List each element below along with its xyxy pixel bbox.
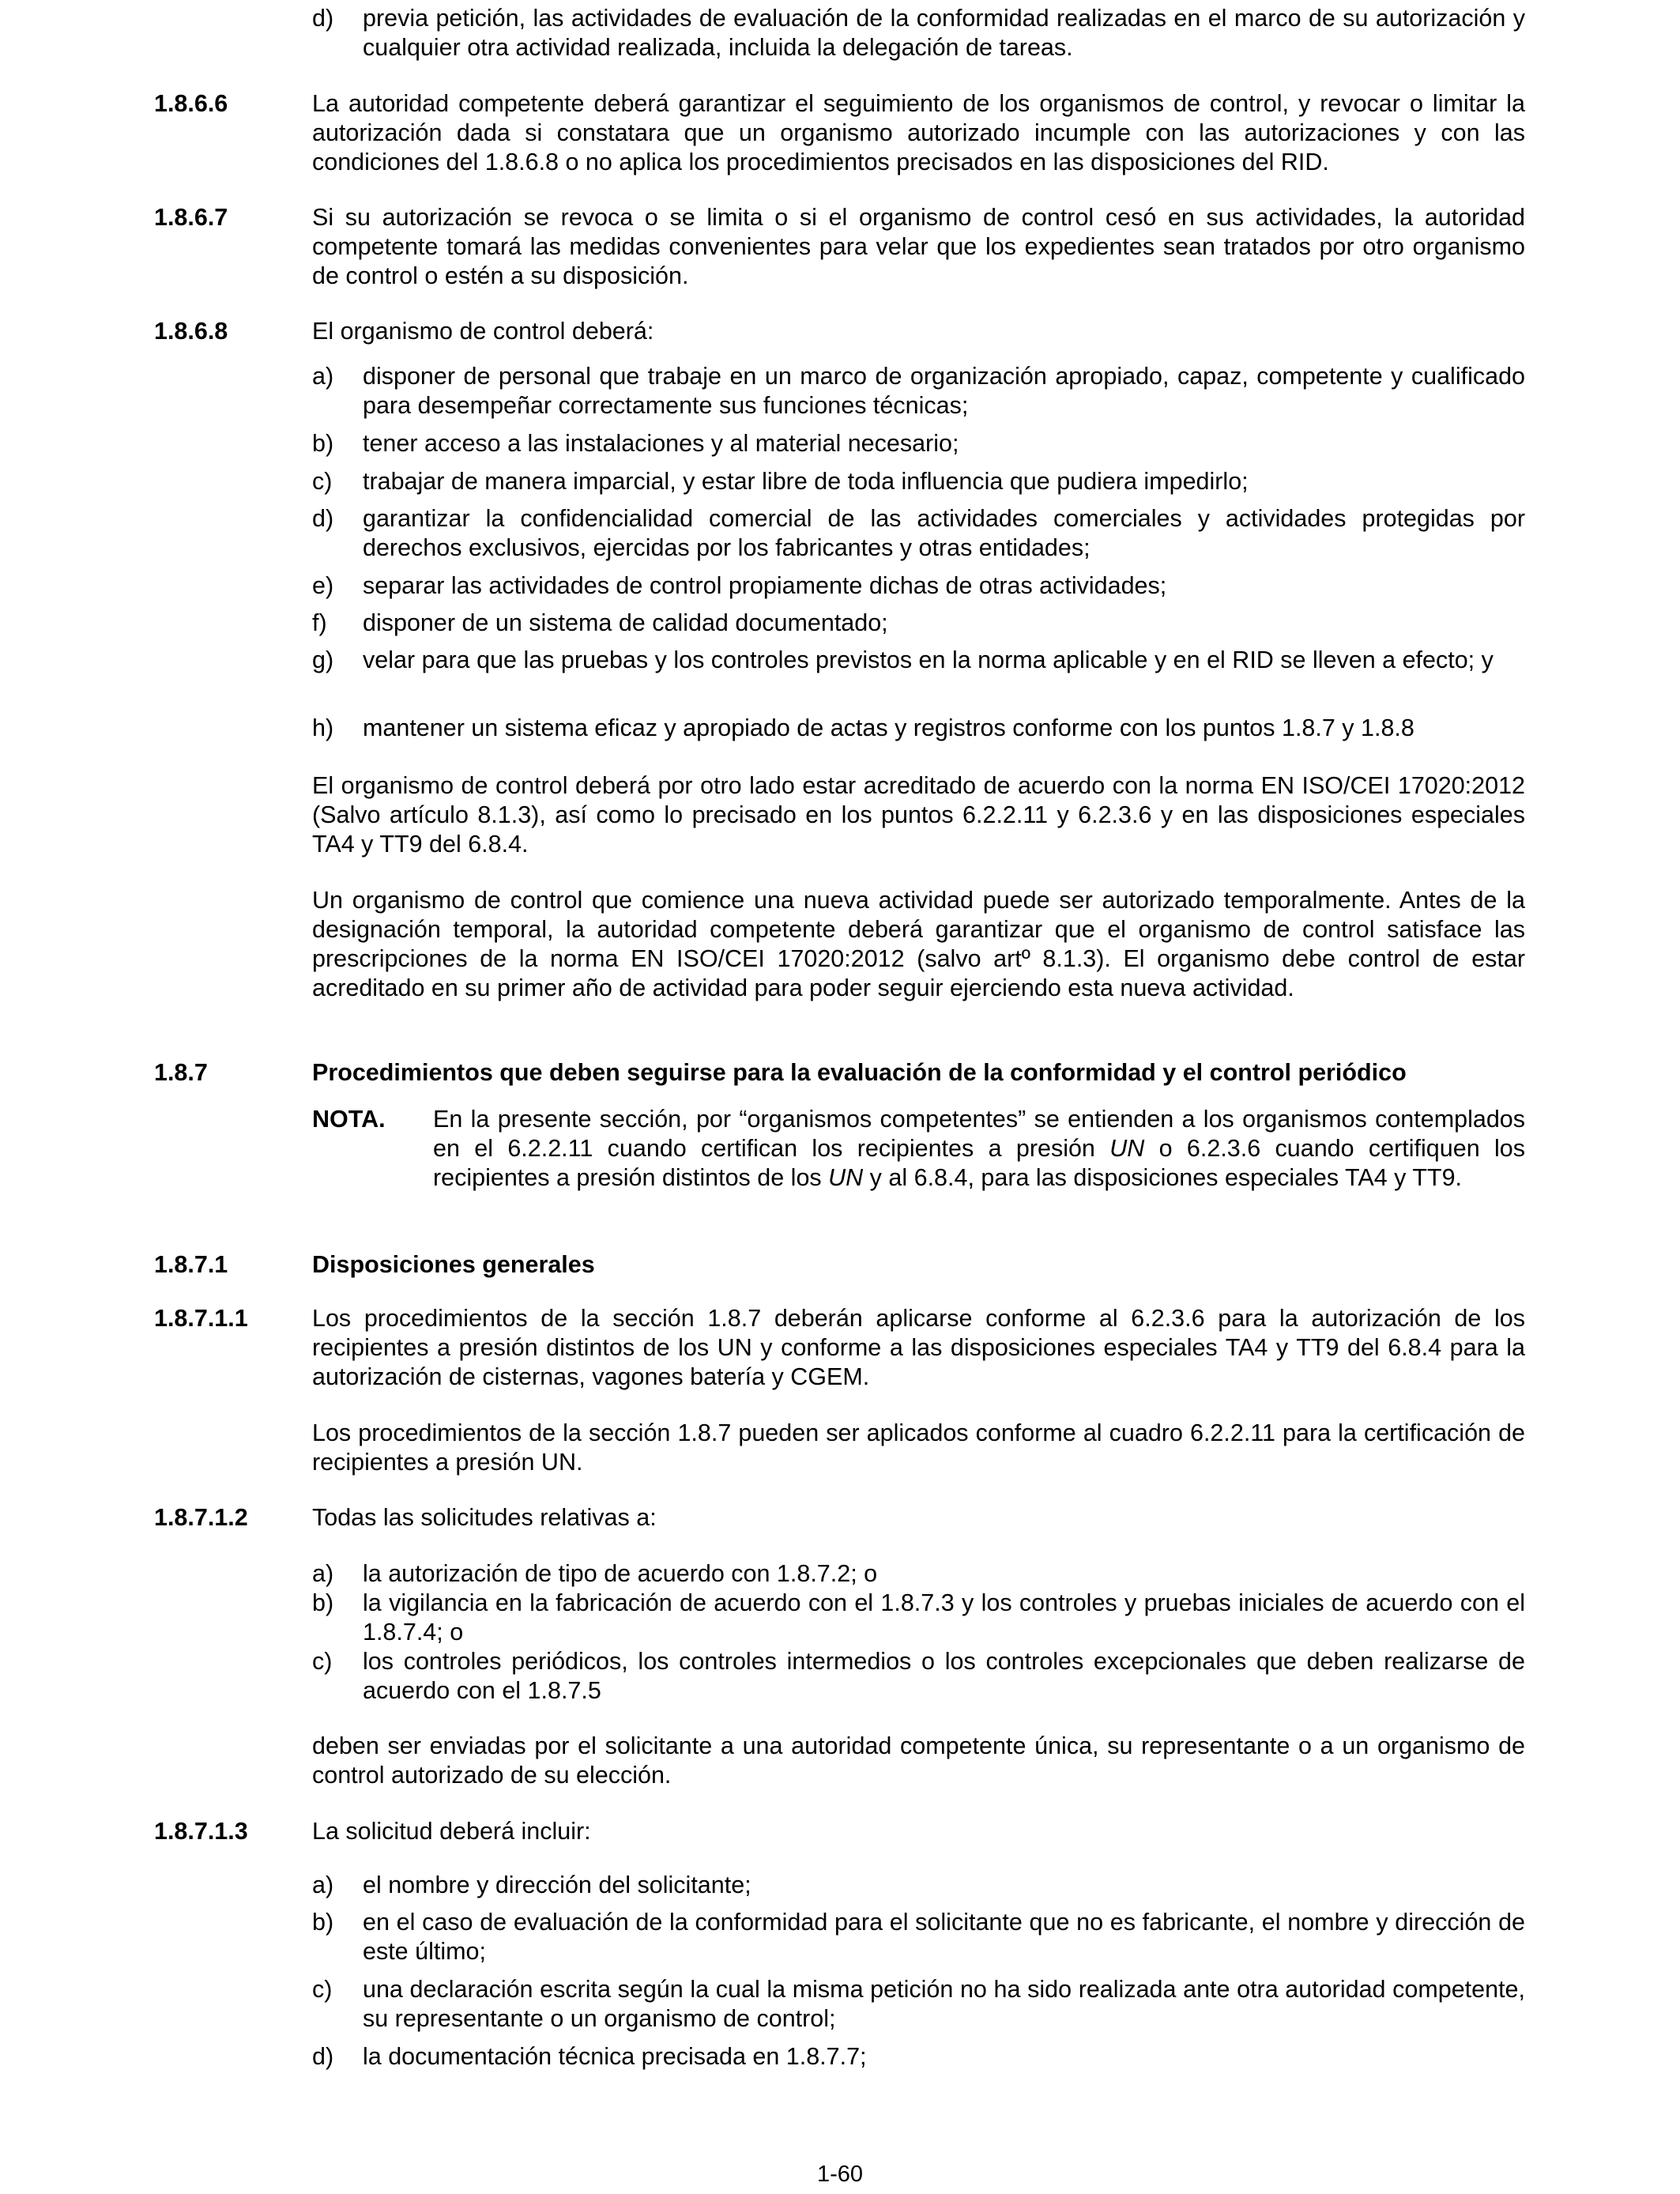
list-text: disponer de personal que trabaje en un marco de organización apropiado, capaz, competente y cualificado para desempeñar correctamente sus funciones técnicas;	[363, 363, 1525, 419]
list-letter: d)	[312, 5, 334, 32]
list-letter: h)	[312, 714, 334, 741]
section-text: La autoridad competente deberá garantizar el seguimiento de los organismos de control, y revocar o limitar la autorización dada si constatara que un organismo autorizado incumple con las autorizaciones y con las condiciones del 1.8.6.8 o no aplica los procedimientos precisados en las disposiciones del RID.	[312, 90, 1525, 175]
list-text: el nombre y dirección del solicitante;	[363, 1872, 751, 1898]
section-intro: Todas las solicitudes relativas a:	[312, 1504, 657, 1531]
list-letter: g)	[312, 647, 334, 673]
list-text: disponer de un sistema de calidad documentado;	[363, 609, 888, 636]
section-heading: Procedimientos que deben seguirse para la evaluación de la conformidad y el control periódico	[312, 1059, 1407, 1086]
section-paragraph: deben ser enviadas por el solicitante a una autoridad competente única, su representante o a un organismo de control autorizado de su elección.	[312, 1732, 1525, 1789]
section-paragraph: Los procedimientos de la sección 1.8.7 deberán aplicarse conforme al 6.2.3.6 para la autorización de los recipientes a presión distintos de los UN y conforme a las disposiciones especiales TA4 y TT9 del 6.8.4 para la autorización de cisternas, vagones batería y CGEM.	[312, 1305, 1525, 1390]
list-item	[312, 4, 1525, 62]
list-item	[312, 362, 1525, 420]
section-187	[154, 1058, 1525, 1088]
section-1866	[154, 89, 1525, 177]
page-number: 1-60	[816, 2162, 864, 2187]
section-number: 1.8.6.7	[154, 204, 228, 231]
section-paragraph: El organismo de control deberá por otro lado estar acreditado de acuerdo con la norma EN ISO/CEI 17020:2012 (Salvo artículo 8.1.3), así como lo precisado en los puntos 6.2.2.11 y 6.2.3.6 y en las disposiciones especiales TA4 y TT9 del 6.8.4.	[312, 772, 1525, 858]
list-item	[312, 2042, 1525, 2071]
list-letter: c)	[312, 1648, 333, 1675]
section-1871	[154, 1250, 1525, 1280]
section-number: 1.8.7	[154, 1059, 208, 1086]
section-number: 1.8.7.1.2	[154, 1504, 248, 1531]
note-text: En la presente sección, por “organismos competentes” se entienden a los organismos contemplados en el 6.2.2.11 cuando certifican los recipientes a presión UN o 6.2.3.6 cuando certifiquen los recipientes a presión distintos de los UN y al 6.8.4, para las disposiciones especiales TA4 y TT9.	[433, 1106, 1525, 1191]
list-letter: c)	[312, 468, 333, 495]
list-text: la documentación técnica precisada en 1.8.7.7;	[363, 2043, 867, 2070]
section-number: 1.8.6.6	[154, 90, 228, 117]
section-1868	[154, 317, 1525, 346]
list-item	[312, 1908, 1525, 1966]
list-item	[312, 429, 1525, 458]
list-item	[312, 1589, 1525, 1647]
section-1867	[154, 203, 1525, 291]
list-text: separar las actividades de control propiamente dichas de otras actividades;	[363, 572, 1167, 599]
list-text: trabajar de manera imparcial, y estar libre de toda influencia que pudiera impedirlo;	[363, 468, 1249, 495]
section-number: 1.8.7.1	[154, 1251, 228, 1278]
list-letter: b)	[312, 1909, 334, 1936]
section-number: 1.8.7.1.3	[154, 1818, 248, 1845]
list-letter: c)	[312, 1976, 333, 2003]
list-item	[312, 1647, 1525, 1706]
section-heading: Disposiciones generales	[312, 1251, 595, 1278]
list-text: en el caso de evaluación de la conformidad para el solicitante que no es fabricante, el nombre y dirección de este último;	[363, 1909, 1525, 1965]
list-letter: d)	[312, 2043, 334, 2070]
list-letter: b)	[312, 430, 334, 457]
list-text: garantizar la confidencialidad comercial de las actividades comerciales y actividades protegidas por derechos exclusivos, ejercidas por los fabricantes y otras entidades;	[363, 505, 1525, 561]
list-item	[312, 571, 1525, 601]
sec-continuation	[312, 4, 1525, 62]
section-18713	[154, 1817, 1525, 1846]
list-letter: a)	[312, 363, 334, 390]
list-item	[312, 467, 1525, 496]
list-letter: f)	[312, 609, 327, 636]
section-number: 1.8.7.1.1	[154, 1305, 248, 1332]
section-paragraph: Los procedimientos de la sección 1.8.7 pueden ser aplicados conforme al cuadro 6.2.2.11 para la certificación de recipientes a presión UN.	[312, 1419, 1525, 1476]
list-item	[312, 1559, 1525, 1589]
list-text: la vigilancia en la fabricación de acuerdo con el 1.8.7.3 y los controles y pruebas iniciales de acuerdo con el 1.8.7.4; o	[363, 1589, 1525, 1646]
section-text: Si su autorización se revoca o se limita o si el organismo de control cesó en sus actividades, la autoridad competente tomará las medidas convenientes para velar que los expedientes sean tratados por otro organismo de control o estén a su disposición.	[312, 204, 1525, 289]
list-text: la autorización de tipo de acuerdo con 1.8.7.2; o	[363, 1560, 878, 1587]
list-letter: a)	[312, 1872, 334, 1898]
list-text: mantener un sistema eficaz y apropiado de actas y registros conforme con los puntos 1.8.7 y 1.8.8	[363, 714, 1414, 741]
list-letter: a)	[312, 1560, 334, 1587]
list-item	[312, 646, 1525, 675]
section-paragraph: Un organismo de control que comience una nueva actividad puede ser autorizado temporalmente. Antes de la designación temporal, la autoridad competente deberá garantizar que el organismo de control satisface las prescripciones de la norma EN ISO/CEI 17020:2012 (salvo artº 8.1.3). El organismo debe control de estar acreditado en su primer año de actividad para poder seguir ejerciendo esta nueva actividad.	[312, 887, 1525, 1001]
section-intro: El organismo de control deberá:	[312, 318, 654, 345]
note-block	[312, 1105, 1525, 1193]
list-item	[312, 714, 1525, 743]
list-item	[312, 1975, 1525, 2034]
note-label: NOTA.	[312, 1106, 386, 1133]
list-text: los controles periódicos, los controles intermedios o los controles excepcionales que deben realizarse de acuerdo con el 1.8.7.5	[363, 1648, 1525, 1704]
section-intro: La solicitud deberá incluir:	[312, 1818, 591, 1845]
list-text: tener acceso a las instalaciones y al material necesario;	[363, 430, 959, 457]
list-letter: e)	[312, 572, 334, 599]
list-item	[312, 1871, 1525, 1900]
list-letter: d)	[312, 505, 334, 532]
list-item	[312, 609, 1525, 638]
list-text: velar para que las pruebas y los controles previstos en la norma aplicable y en el RID se lleven a efecto; y	[363, 647, 1494, 673]
list-text: una declaración escrita según la cual la misma petición no ha sido realizada ante otra autoridad competente, su representante o un organismo de control;	[363, 1976, 1525, 2032]
list-item	[312, 504, 1525, 563]
section-18711	[154, 1304, 1525, 1392]
list-letter: b)	[312, 1589, 334, 1616]
list-text: previa petición, las actividades de evaluación de la conformidad realizadas en el marco de su autorización y cualquier otra actividad realizada, incluida la delegación de tareas.	[363, 5, 1525, 61]
section-number: 1.8.6.8	[154, 318, 228, 345]
section-18712	[154, 1503, 1525, 1532]
